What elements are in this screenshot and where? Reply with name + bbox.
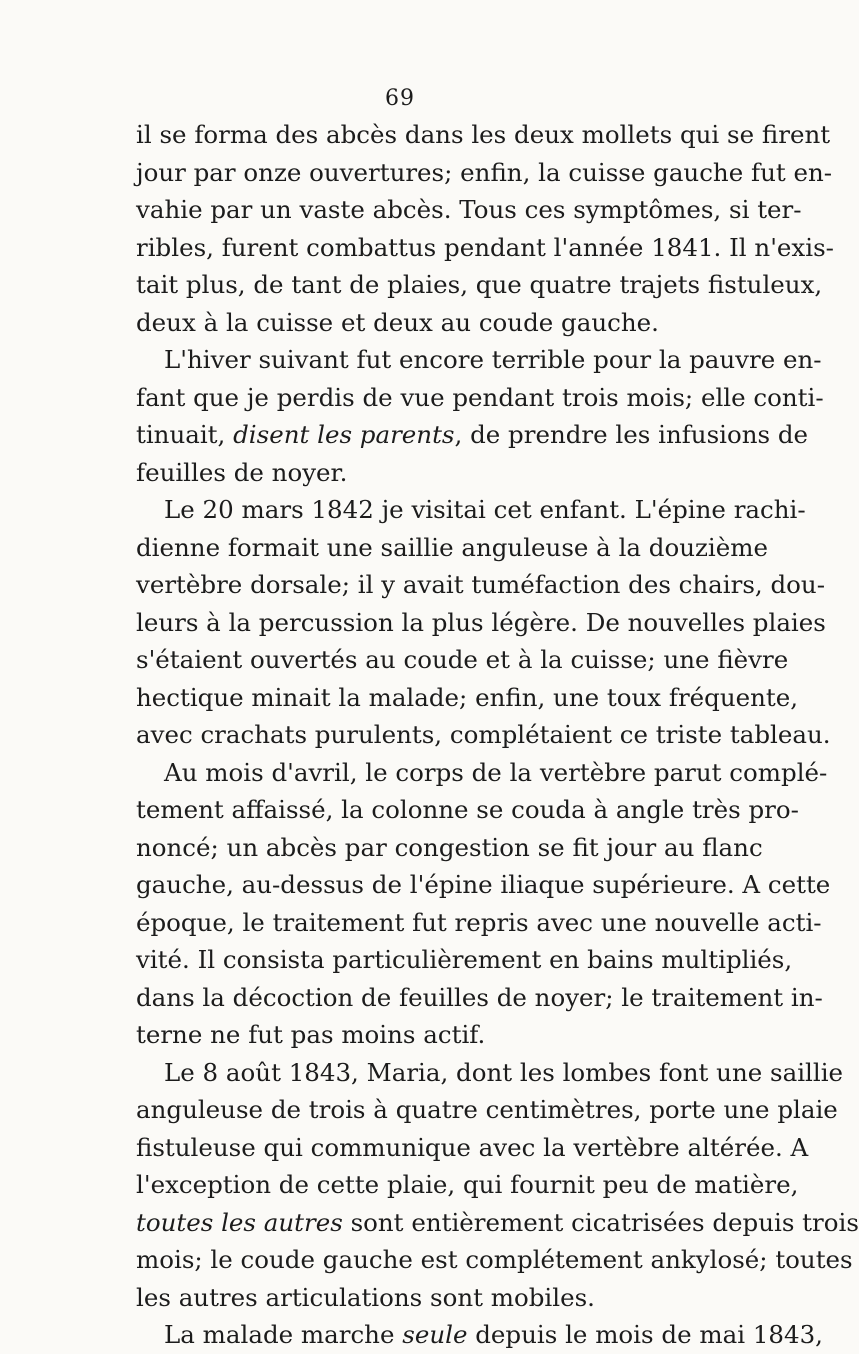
text-line bbox=[136, 491, 806, 529]
text-segment: hectique minait la malade; enfin, une toux fréquente, bbox=[136, 682, 799, 712]
text-segment: époque, le traitement fut repris avec une nouvelle acti- bbox=[136, 907, 822, 937]
text-line bbox=[136, 1166, 799, 1204]
text-segment: terne ne fut pas moins actif. bbox=[136, 1020, 486, 1049]
text-segment: ribles, furent combattus pendant l'année 1841. Il n'exis- bbox=[136, 232, 834, 262]
text-line bbox=[136, 791, 799, 829]
body-text bbox=[136, 116, 859, 1354]
text-segment: gauche, au-dessus de l'épine iliaque supérieure. A cette bbox=[136, 870, 831, 899]
text-segment: noncé; un abcès par congestion se fit jour au flanc bbox=[136, 832, 763, 862]
text-line bbox=[136, 829, 763, 867]
text-segment: sont entièrement cicatrisées depuis trois bbox=[342, 1207, 859, 1237]
text-line bbox=[136, 679, 799, 717]
text-segment: mois; le coude gauche est complétement ankylosé; toutes bbox=[136, 1245, 853, 1274]
text-segment: La malade marche bbox=[164, 1320, 403, 1349]
text-line bbox=[136, 1279, 680, 1317]
italic-segment: seule bbox=[402, 1320, 468, 1349]
text-line bbox=[136, 116, 831, 154]
text-segment: tinuait, bbox=[136, 420, 234, 449]
text-line bbox=[136, 754, 828, 792]
text-line bbox=[136, 454, 680, 492]
text-segment: vahie par un vaste abcès. Tous ces symptômes, si ter- bbox=[136, 195, 802, 224]
text-line bbox=[136, 266, 823, 304]
text-line bbox=[136, 941, 793, 979]
text-line bbox=[136, 529, 768, 567]
text-line bbox=[136, 1016, 680, 1054]
text-line bbox=[136, 641, 789, 679]
text-line bbox=[136, 1054, 844, 1092]
text-line bbox=[136, 341, 822, 379]
text-segment: anguleuse de trois à quatre centimètres, porte une plaie bbox=[136, 1095, 838, 1124]
text-segment: s'étaient ouvertés au coude et à la cuisse; une fièvre bbox=[136, 645, 789, 674]
text-segment: L'hiver suivant fut encore terrible pour la pauvre en- bbox=[164, 345, 822, 374]
text-segment: l'exception de cette plaie, qui fournit peu de matière, bbox=[136, 1170, 799, 1199]
text-line bbox=[136, 1129, 809, 1167]
text-line bbox=[136, 191, 802, 229]
text-segment: les autres articulations sont mobiles. bbox=[136, 1282, 595, 1312]
text-segment: il se forma des abcès dans les deux mollets qui se firent bbox=[136, 120, 831, 149]
text-segment: fant que je perdis de vue pendant trois mois; elle conti- bbox=[136, 382, 824, 412]
text-segment: leurs à la percussion la plus légère. De nouvelles plaies bbox=[136, 607, 826, 637]
text-segment: Le 20 mars 1842 je visitai cet enfant. L'épine rachi- bbox=[164, 495, 806, 524]
text-segment: deux à la cuisse et deux au coude gauche. bbox=[136, 307, 659, 337]
text-segment: tement affaissé, la colonne se couda à angle très pro- bbox=[136, 795, 799, 824]
text-segment: vité. Il consista particulièrement en bains multipliés, bbox=[136, 945, 793, 974]
text-segment: tait plus, de tant de plaies, que quatre trajets fistuleux, bbox=[136, 270, 823, 299]
text-segment: dienne formait une saillie anguleuse à la douzième bbox=[136, 532, 768, 562]
text-line bbox=[136, 979, 823, 1017]
text-line bbox=[136, 716, 831, 754]
text-line bbox=[136, 1241, 853, 1279]
text-line bbox=[136, 604, 826, 642]
text-segment: depuis le mois de mai 1843, bbox=[467, 1320, 823, 1349]
italic-segment: toutes les autres bbox=[136, 1207, 343, 1237]
text-segment: dans la décoction de feuilles de noyer; le traitement in- bbox=[136, 982, 823, 1012]
text-segment: vertèbre dorsale; il y avait tuméfaction des chairs, dou- bbox=[136, 570, 825, 599]
page-number: 69 bbox=[385, 86, 415, 111]
text-line bbox=[136, 1316, 823, 1354]
text-segment: Le 8 août 1843, Maria, dont les lombes font une saillie bbox=[164, 1057, 844, 1087]
text-line bbox=[136, 229, 834, 267]
text-line bbox=[136, 566, 825, 604]
text-line bbox=[136, 379, 824, 417]
text-line bbox=[136, 416, 809, 454]
text-line bbox=[136, 1204, 859, 1242]
text-line bbox=[136, 154, 833, 192]
text-segment: Au mois d'avril, le corps de la vertèbre parut complé- bbox=[164, 757, 828, 787]
text-segment: feuilles de noyer. bbox=[136, 457, 348, 487]
text-line bbox=[136, 304, 680, 342]
text-line bbox=[136, 904, 822, 942]
text-segment: , de prendre les infusions de bbox=[454, 420, 809, 449]
text-segment: fistuleuse qui communique avec la vertèbre altérée. A bbox=[136, 1132, 809, 1162]
italic-segment: disent les parents bbox=[233, 420, 455, 449]
text-line bbox=[136, 1091, 838, 1129]
text-line bbox=[136, 866, 831, 904]
text-segment: avec crachats purulents, complétaient ce triste tableau. bbox=[136, 720, 831, 749]
text-segment: jour par onze ouvertures; enfin, la cuisse gauche fut en- bbox=[136, 157, 833, 187]
